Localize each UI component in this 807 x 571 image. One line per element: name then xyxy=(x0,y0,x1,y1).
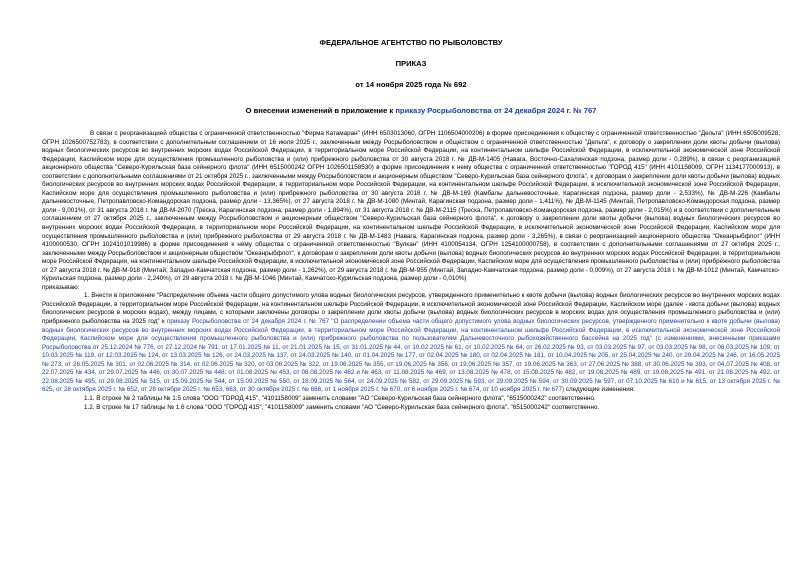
subject-prefix: О внесении изменений в приложение к xyxy=(245,106,396,115)
document-subject xyxy=(62,106,780,115)
item-1-order-link[interactable]: приказу Росрыболовства от 24 декабря 2024 г. № 767 "О распределении объема части общего допустимого улова водных биологических ресурсов, утвержденного применительно к квоте добычи (вылова) водных биологических ресурсов во внутренних морских водах Российской Федерации, в территориальном море Российской Федерации, на континентальном шельфе Российской Федерации, в исключительной экономической зоне Российской Федерации, Каспийском море для осуществления промышленного рыболовства и (или) прибрежного рыболовства по пользователям Дальневосточного рыбохозяйственного бассейна на 2025 год" xyxy=(42,318,780,343)
orders-line: приказываю: xyxy=(42,283,80,291)
item-1-text: 1. Внести в приложение "Распределение объема части общего допустимого улова водных биологических ресурсов, утвержденного применительно к квоте добычи (вылова) водных биологических ресурсов во внутренних морских водах Российской Федерации, в территориальном море Российской Федерации, на континентальном шельфе Российской Федерации, в исключительной экономической зоне Российской Федерации, Каспийском море (далее - квота добычи (вылова) водных биологических ресурсов в морских водах), между лицами, с которыми заключены договоры о закреплении доли квоты добычи (вылова) водных биологических ресурсов в морских водах для осуществления промышленного рыболовства и (или) прибрежного рыболовства на 2025 год" к xyxy=(42,292,780,326)
item-1-paragraph xyxy=(42,292,780,395)
document xyxy=(42,0,780,412)
document-type: ПРИКАЗ xyxy=(395,59,427,68)
agency-title: ФЕДЕРАЛЬНОЕ АГЕНТСТВО ПО РЫБОЛОВСТВУ xyxy=(319,38,503,47)
item-1-2-paragraph: 1.2. В строке № 17 таблицы № 1.6 слова "ООО "ГОРОД 415", "4101158009" заменить словами "АО "Северо-Курильская база сейнерного флота", "6515000242" соответственно. xyxy=(84,403,600,411)
document-body xyxy=(42,130,780,412)
item-1-1-paragraph: 1.1. В строке № 2 таблицы № 1.5 слова "ООО "ГОРОД 415", "4101158009" заменить словами "АО "Северо-Курильская база сейнерного флота", "6515000242" соответственно. xyxy=(84,394,596,402)
item-1-changes-list[interactable]: (с изменениями, внесенными приказами Росрыболовства от 25.12.2024 № 776, от 27.12.2024 № 791, от 17.01.2025 № 11, от 21.01.2025 № 15, от 31.01.2025 № 44, от 10.02.2025 № 61, от 10.02.2025 № 64, от 26.02.2025 № 93, от 03.03.2025 № 97, от 03.03.2025 № 98, от 06.03.2025 № 109, от 10.03.2025 № 119, от 12.03.2025 № 124, от 13.03.2025 № 126, от 24.03.2025 № 137, от 24.03.2025 № 140, от 01.04.2025 № 177, от 02.04.2025 № 180, от 02.04.2025 № 181, от 10.04.2025 № 205, от 25.04.2025 № 240, от 29.04.2025 № 246, от 16.05.2025 № 273, от 26.05.2025 № 301, от 02.06.2025 № 314, от 02.06.2025 № 320, от 03.06.2025 № 322, от 19.06.2025 № 355, от 19.06.2025 № 356, от 19.06.2025 № 357, от 19.06.2025 № 363, от 27.06.2025 № 388, от 30.06.2025 № 393, от 04.07.2025 № 408, от 22.07.2025 № 434, от 29.07.2025 № 446, от 30.07.2025 № 448, от 01.08.2025 № 453, от 08.08.2025 № 462 и № 463, от 11.08.2025 № 469, от 13.08.2025 № 478, от 15.08.2025 № 482, от 19.08.2025 № 489, от 19.08.2025 № 491, от 21.08.2025 № 492, от 22.08.2025 № 495, от 29.08.2025 № 515, от 15.09.2025 № 544, от 15.09.2025 № 550, от 18.09.2025 № 564, от 24.09.2025 № 582, от 29.09.2025 № 593, от 29.09.2025 № 594, от 30.09.2025 № 597, от 07.10.2025 № 610 и № 615, от 13 октября 2025 г. № 625, от 28 октября 2025 г. № 652, от 28 октября 2025 г. № 653, 663, от 30 октября 2025 г. № 666, от 1 ноября 2025 г. № 670, от 6 ноября 2025 г. № 674, от 10 ноября 2025 г. № 677) xyxy=(42,335,780,394)
item-1-end: следующие изменения: xyxy=(564,386,635,394)
subject-order-link[interactable]: приказу Росрыболовства от 24 декабря 2024 г. № 767 xyxy=(395,106,597,115)
preamble-paragraph: В связи с реорганизацией общества с ограниченной ответственностью "Фирма Катамаран" (ИНН 6503013060, ОГРН 1106504000206) в форме присоединения к обществу с ограниченной ответственностью "Дельта" (ИНН 6505009528, ОГРН 1026500752783), в соответствии с дополнительным соглашением от 16 июля 2025 г., заключенным между Росрыболовством и обществом с ограниченной ответственностью "Дельта", к договору о закреплении доли квоты добычи (вылова) водных биологических ресурсов во внутренних морских водах Российской Федерации, в территориальном море Российской Федерации, на континентальном шельфе Российской Федерации, в исключительной экономической зоне Российской Федерации, Каспийском море для осуществления промышленного рыболовства и (или) прибрежного рыболовства от 30 августа 2018 г. № ДВ-М-1405 (Навага, Восточно-Сахалинская подзона, размер доли - 0,289%), в связи с реорганизацией акционерного общества "Северо-Курильская база сейнерного флота" (ИНН 6515000242 ОГРН 1026501158530) в форме присоединения к нему общества с ограниченной ответственностью "ГОРОД 415" (ИНН 4101158009, ОГРН 1134177000913), в соответствии с дополнительными соглашениями от 21 октября 2025 г., заключенными между Росрыболовством и акционерным обществом "Северо-Курильская база сейнерного флота", к договорам о закреплении доли квоты добычи (вылова) водных биологических ресурсов во внутренних морских водах Российской Федерации, в территориальном море Российской Федерации, на континентальном шельфе Российской Федерации, в исключительной экономической зоне Российской Федерации, Каспийском море для осуществления промышленного рыболовства и (или) прибрежного рыболовства от 30 августа 2018 г. № ДВ-М-169 (Камбалы дальневосточные, Карагинская подзона, размер доли - 2,533%), № ДВ-М-226 (Камбалы дальневосточные, Петропавловско-Командорская подзона, размер доли - 13,365%), от 27 августа 2018 г. № ДВ-М-1080 (Минтай, Карагинская подзона, размер доли - 1,411%), № ДВ-М-1145 (Минтай, Петропавловско-Командорская подзона, размер доли - 9,001%), от 31 августа 2018 г. № ДВ-М-2070 (Треска, Карагинская подзона, размер доли - 1,894%), от 31 августа 2018 г. № ДВ-М-2115 (Треска, Петропавловско-Командорская подзона, размер доли - 2,015%) и в соответствии с дополнительным соглашением от 27 октября 2025 г., заключенным между Росрыболовством и акционерным обществом "Северо-Курильская база сейнерного флота", к договору о закреплении доли квоты добычи (вылова) водных биологических ресурсов во внутренних морских водах Российской Федерации, в территориальном море Российской Федерации, на континентальном шельфе Российской Федерации, в исключительной экономической зоне Российской Федерации, Каспийском море для осуществления промышленного рыболовства и (или) прибрежного рыболовства от 29 августа 2018 г. № ДВ-М-1483 (Навага, Карагинская подзона, размер доли - 3,265%), в связи с реорганизацией акционерного общества "Океанрыбфлот" (ИНН 4100000530, ОГРН 1024101019986) в форме присоединения к нему общества с ограниченной ответственностью "Вулкан" (ИНН 4100054134, ОГРН 1254100000758), в соответствии с дополнительными соглашениями от 27 октября 2025 г., заключенными между Росрыболовством и акционерным обществом "Океанрыбфлот", к договорам о закреплении доли квоты добычи (вылова) водных биологических ресурсов во внутренних морских водах Российской Федерации, в территориальном море Российской Федерации, на континентальном шельфе Российской Федерации, в исключительной экономической зоне Российской Федерации, Каспийском море для осуществления промышленного рыболовства и (или) прибрежного рыболовства от 27 августа 2018 г. № ДВ-М-918 (Минтай, Западно-Камчатская подзона, размер доли - 1,262%), от 29 августа 2018 г. № ДВ-М-955 (Минтай, Западно-Камчатская подзона, размер доли - 0,009%), от 27 августа 2018 г. № ДВ-М-1012 (Минтай, Камчатско-Курильская подзона, размер доли - 2,240%), от 29 августа 2018 г. № ДВ-М-1046 (Минтай, Камчатско-Курильская подзона, размер доли - 0,010%) xyxy=(42,130,780,283)
document-date-number: от 14 ноября 2025 года № 692 xyxy=(355,80,467,89)
